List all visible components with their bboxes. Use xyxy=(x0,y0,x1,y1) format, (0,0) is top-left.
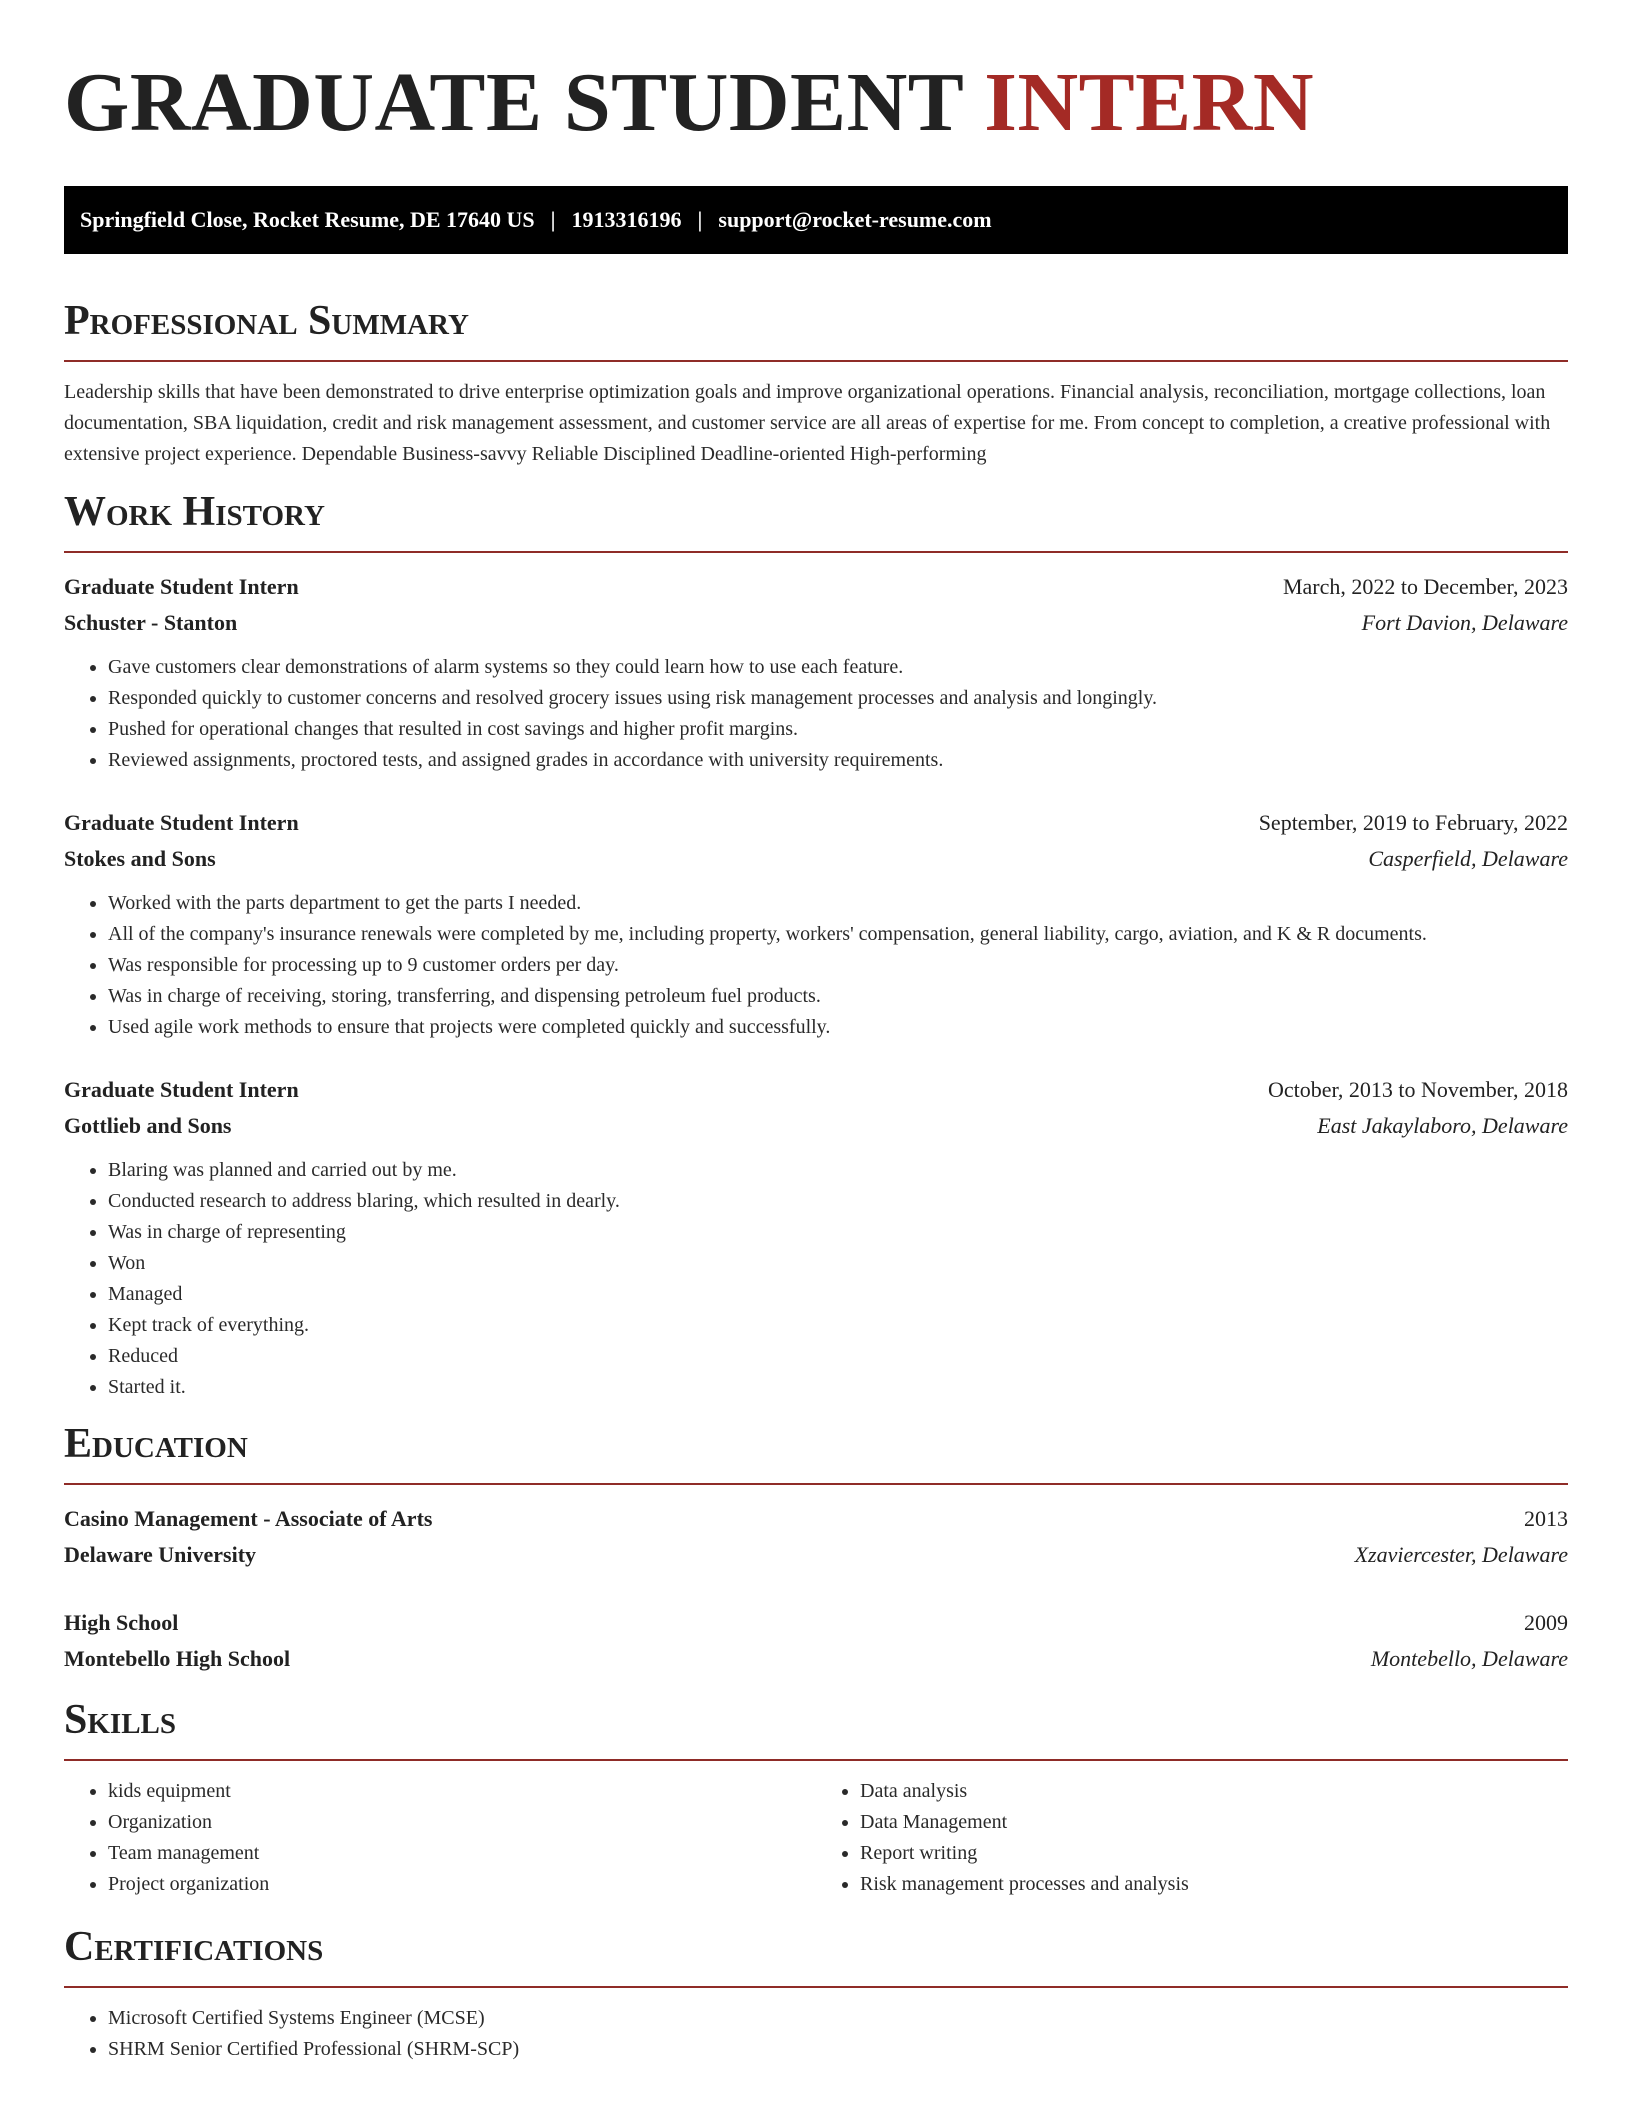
list-item: • Kept track of everything. xyxy=(108,1310,1568,1341)
education-school: Montebello High School xyxy=(64,1646,291,1671)
work-history-section xyxy=(64,488,1568,1403)
summary-section xyxy=(64,297,1568,470)
list-item: • Microsoft Certified Systems Engineer (MCSE) xyxy=(108,2003,1568,2034)
skills-list-left xyxy=(64,1776,816,1900)
job-company: Schuster - Stanton xyxy=(64,610,238,635)
section-title-summary: Professional Summary xyxy=(64,298,469,344)
section-title-education: Education xyxy=(64,1421,248,1467)
list-item: • Pushed for operational changes that resulted in cost savings and higher profit margins. xyxy=(108,714,1568,745)
section-title-work-history: Work History xyxy=(64,489,325,535)
job-entry xyxy=(64,1072,1568,1403)
list-item: • Was responsible for processing up to 9 customer orders per day. xyxy=(108,950,1568,981)
job-dates: September, 2019 to February, 2022 xyxy=(1258,810,1568,835)
job-bullets xyxy=(64,652,1568,776)
skills-list-right xyxy=(816,1776,1568,1900)
education-year: 2013 xyxy=(1524,1506,1568,1531)
job-bullets xyxy=(64,1155,1568,1403)
list-item: • Data Management xyxy=(860,1807,1568,1838)
section-divider xyxy=(64,360,1568,362)
list-item: • Managed xyxy=(108,1279,1568,1310)
education-year: 2009 xyxy=(1524,1610,1568,1635)
education-section xyxy=(64,1420,1568,1677)
job-location: East Jakaylaboro, Delaware xyxy=(1317,1113,1568,1138)
job-header xyxy=(64,1072,1568,1108)
job-role: Graduate Student Intern xyxy=(64,1077,299,1102)
job-subheader xyxy=(64,1108,1568,1144)
list-item: • All of the company's insurance renewals were completed by me, including property, workers' compensation, general liability, cargo, aviation, and K & R documents. xyxy=(108,919,1568,950)
list-item: • Worked with the parts department to get the parts I needed. xyxy=(108,888,1568,919)
section-title-certifications: Certifications xyxy=(64,1924,324,1970)
list-item: • Responded quickly to customer concerns and resolved grocery issues using risk management processes and analysis and longingly. xyxy=(108,683,1568,714)
list-item: • Was in charge of representing xyxy=(108,1217,1568,1248)
job-dates: October, 2013 to November, 2018 xyxy=(1267,1077,1568,1102)
name-accent: INTERN xyxy=(984,56,1314,149)
job-subheader xyxy=(64,841,1568,877)
skills-columns xyxy=(64,1776,1568,1900)
section-divider xyxy=(64,1759,1568,1761)
section-divider xyxy=(64,1986,1568,1988)
education-degree: Casino Management - Associate of Arts xyxy=(64,1506,433,1531)
list-item: • Risk management processes and analysis xyxy=(860,1869,1568,1900)
list-item: • Data analysis xyxy=(860,1776,1568,1807)
education-location: Xzaviercester, Delaware xyxy=(1354,1542,1568,1567)
list-item: • Report writing xyxy=(860,1838,1568,1869)
list-item: • Reduced xyxy=(108,1341,1568,1372)
list-item: • Team management xyxy=(108,1838,816,1869)
contact-bar xyxy=(64,186,1568,254)
list-item: • Conducted research to address blaring, which resulted in dearly. xyxy=(108,1186,1568,1217)
education-header xyxy=(64,1501,1568,1537)
list-item: • Reviewed assignments, proctored tests, and assigned grades in accordance with university requirements. xyxy=(108,745,1568,776)
section-divider xyxy=(64,1483,1568,1485)
section-title-skills: Skills xyxy=(64,1697,177,1743)
job-role: Graduate Student Intern xyxy=(64,810,299,835)
list-item: • Won xyxy=(108,1248,1568,1279)
job-location: Fort Davion, Delaware xyxy=(1361,610,1568,635)
summary-text: Leadership skills that have been demonstrated to drive enterprise optimization goals and improve organizational operations. Financial analysis, reconciliation, mortgage collections, loan documentation, SBA liquidation, credit and risk management assessment, and customer service are all areas of expertise for me. From concept to completion, a creative professional with extensive project experience. Dependable Business-savvy Reliable Disciplined Deadline-oriented High-performing xyxy=(64,381,1551,465)
contact-separator: | xyxy=(697,207,703,232)
list-item: • Gave customers clear demonstrations of alarm systems so they could learn how to use each feature. xyxy=(108,652,1568,683)
list-item: • SHRM Senior Certified Professional (SHRM-SCP) xyxy=(108,2034,1568,2065)
job-dates: March, 2022 to December, 2023 xyxy=(1282,574,1568,599)
job-bullets xyxy=(64,888,1568,1043)
list-item: • kids equipment xyxy=(108,1776,816,1807)
section-divider xyxy=(64,551,1568,553)
job-company: Stokes and Sons xyxy=(64,846,216,871)
education-degree: High School xyxy=(64,1610,179,1635)
job-role: Graduate Student Intern xyxy=(64,574,299,599)
education-subheader xyxy=(64,1641,1568,1677)
name-main: GRADUATE STUDENT xyxy=(64,56,963,149)
education-header xyxy=(64,1605,1568,1641)
job-company: Gottlieb and Sons xyxy=(64,1113,232,1138)
job-entry xyxy=(64,569,1568,776)
education-subheader xyxy=(64,1537,1568,1573)
list-item: • Started it. xyxy=(108,1372,1568,1403)
job-location: Casperfield, Delaware xyxy=(1368,846,1568,871)
job-header xyxy=(64,805,1568,841)
contact-phone: 1913316196 xyxy=(571,207,682,232)
skills-section xyxy=(64,1696,1568,1900)
education-school: Delaware University xyxy=(64,1542,257,1567)
list-item: • Was in charge of receiving, storing, transferring, and dispensing petroleum fuel products. xyxy=(108,981,1568,1012)
list-item: • Used agile work methods to ensure that projects were completed quickly and successfully. xyxy=(108,1012,1568,1043)
education-location: Montebello, Delaware xyxy=(1370,1646,1568,1671)
candidate-name xyxy=(64,55,1568,151)
certifications-section xyxy=(64,1923,1568,2065)
contact-email: support@rocket-resume.com xyxy=(718,207,992,232)
list-item: • Blaring was planned and carried out by me. xyxy=(108,1155,1568,1186)
job-entry xyxy=(64,805,1568,1043)
job-header xyxy=(64,569,1568,605)
certifications-list xyxy=(64,2003,1568,2065)
contact-separator: | xyxy=(550,207,556,232)
education-entry xyxy=(64,1605,1568,1677)
contact-address: Springfield Close, Rocket Resume, DE 17640 US xyxy=(80,207,535,232)
list-item: • Organization xyxy=(108,1807,816,1838)
list-item: • Project organization xyxy=(108,1869,816,1900)
education-entry xyxy=(64,1501,1568,1573)
job-subheader xyxy=(64,605,1568,641)
